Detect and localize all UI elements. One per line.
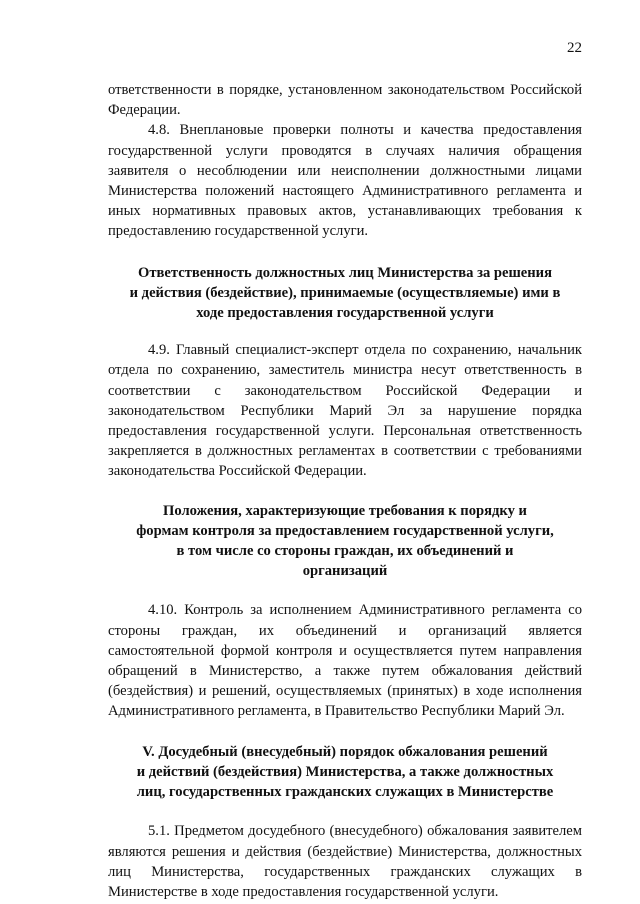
page-number: 22	[567, 40, 582, 56]
paragraph-4-10: 4.10. Контроль за исполнением Административного регламента со стороны граждан, их объединений и организаций является самостоятельной формой контроля и осуществляется путем направления обращений в Министерство, а также путем обжалования действий (бездействия) и решений, осуществляемых (принятых) в ходе исполнения Административного регламента, в Правительство Республики Марий Эл.	[108, 602, 582, 720]
heading-line: и действий (бездействия) Министерства, а также должностных	[136, 763, 554, 780]
paragraph-4-9: 4.9. Главный специалист-эксперт отдела по сохранению, начальник отдела по сохранению, заместитель министра несут ответственность в соответствии с законодательством Российской Федерации и законодательством Республики Марий Эл за нарушение порядка предоставления государственной услуги. Персональная ответственность закрепляется в должностных регламентах в соответствии с требованиями законодательства Российской Федерации.	[108, 342, 582, 480]
paragraph-intro: ответственности в порядке, установленном законодательством Российской Федерации.	[108, 82, 582, 119]
heading-line: и действия (бездействие), принимаемые (осуществляемые) ими в	[129, 284, 561, 301]
heading-line: формам контроля за предоставлением государственной услуги,	[136, 522, 554, 539]
paragraph-5-1: 5.1. Предметом досудебного (внесудебного) обжалования заявителем являются решения и действия (бездействие) Министерства, должностных лиц Министерства, государственных гражданских служащих в Министерстве в ходе предоставления государственной услуги.	[108, 823, 582, 900]
heading-line: ходе предоставления государственной услуги	[196, 305, 494, 322]
document-body	[108, 80, 582, 902]
section-heading-control-forms	[108, 501, 582, 582]
heading-line: организаций	[302, 563, 388, 580]
section-heading-responsibility	[108, 263, 582, 324]
heading-line: лиц, государственных гражданских служащих в Министерстве	[136, 784, 554, 801]
heading-line: в том числе со стороны граждан, их объединений и	[176, 543, 514, 560]
paragraph-4-8: 4.8. Внеплановые проверки полноты и качества предоставления государственной услуги проводятся в случаях наличия обращения заявителя о несоблюдении или неисполнении должностными лицами Министерства положений настоящего Административного регламента и иных нормативных правовых актов, устанавливающих требования к предоставлению государственной услуги.	[108, 122, 582, 240]
heading-line: Ответственность должностных лиц Министерства за решения	[138, 264, 552, 281]
heading-line: V. Досудебный (внесудебный) порядок обжалования решений	[142, 743, 548, 760]
section-heading-pretrial-appeal	[108, 742, 582, 803]
heading-line: Положения, характеризующие требования к порядку и	[163, 502, 527, 519]
